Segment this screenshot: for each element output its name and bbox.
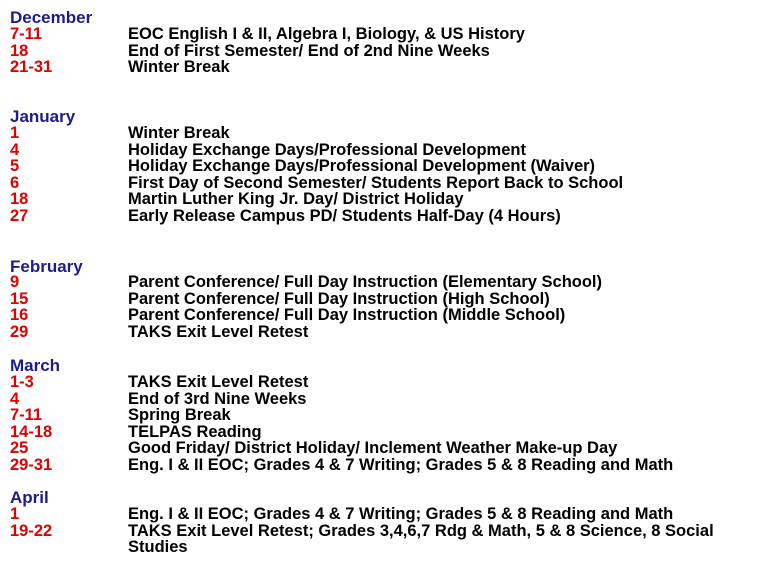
- event-description: Martin Luther King Jr. Day/ District Holiday: [128, 190, 464, 208]
- event-row: [0, 158, 780, 175]
- event-date: 9: [10, 273, 20, 291]
- event-description: TAKS Exit Level Retest: [128, 322, 309, 341]
- event-description: Spring Break: [128, 406, 231, 424]
- event-row: [0, 291, 780, 308]
- event-row: [0, 307, 780, 324]
- event-row: [0, 274, 780, 291]
- event-row-continuation: [0, 539, 780, 556]
- event-date: 19-22: [10, 521, 53, 540]
- event-description: End of First Semester/ End of 2nd Nine Weeks: [128, 41, 490, 60]
- event-description: TELPAS Reading: [128, 422, 262, 441]
- event-date: 21-31: [10, 58, 53, 76]
- event-date: 25: [10, 439, 29, 457]
- event-row: [0, 125, 780, 142]
- event-date: 7-11: [10, 25, 43, 43]
- event-description: Parent Conference/ Full Day Instruction (Middle School): [128, 306, 566, 324]
- event-description: Winter Break: [128, 58, 230, 76]
- month-heading-march: March: [10, 356, 61, 375]
- event-row: [0, 506, 780, 523]
- event-row: [0, 43, 780, 60]
- event-date: 1: [10, 124, 20, 142]
- event-date: 14-18: [10, 422, 53, 441]
- event-row: [0, 457, 780, 474]
- event-row: [0, 424, 780, 441]
- event-description: Eng. I & II EOC; Grades 4 & 7 Writing; Grades 5 & 8 Reading and Math: [128, 455, 674, 474]
- event-description: Holiday Exchange Days/Professional Development: [128, 140, 526, 159]
- event-description: TAKS Exit Level Retest: [128, 373, 309, 391]
- event-row: [0, 208, 780, 225]
- event-description: Holiday Exchange Days/Professional Development (Waiver): [128, 157, 596, 175]
- event-date: 18: [10, 190, 29, 208]
- event-row: [0, 191, 780, 208]
- event-description: Eng. I & II EOC; Grades 4 & 7 Writing; Grades 5 & 8 Reading and Math: [128, 505, 674, 523]
- month-heading-december: December: [10, 8, 93, 27]
- event-row: [0, 391, 780, 408]
- event-row: [0, 374, 780, 391]
- event-date: 1: [10, 505, 20, 523]
- event-date: 1-3: [10, 373, 34, 391]
- event-date: 4: [10, 140, 20, 159]
- month-heading-april: April: [10, 488, 49, 507]
- event-date: 5: [10, 157, 20, 175]
- event-date: 29: [10, 322, 29, 341]
- event-date: 18: [10, 41, 29, 60]
- event-row: [0, 440, 780, 457]
- event-description: Winter Break: [128, 124, 230, 142]
- event-description: End of 3rd Nine Weeks: [128, 389, 307, 408]
- event-date: 16: [10, 306, 29, 324]
- event-description: Good Friday/ District Holiday/ Inclement Weather Make-up Day: [128, 439, 618, 457]
- event-description: Parent Conference/ Full Day Instruction (High School): [128, 289, 550, 308]
- event-description: EOC English I & II, Algebra I, Biology, & US History: [128, 25, 525, 43]
- month-heading-february: February: [10, 257, 83, 276]
- event-description: Early Release Campus PD/ Students Half-Day (4 Hours): [128, 206, 561, 225]
- event-description-continuation: Studies: [128, 538, 188, 556]
- event-row: [0, 26, 780, 43]
- event-description: First Day of Second Semester/ Students Report Back to School: [128, 173, 624, 192]
- event-row: [0, 175, 780, 192]
- event-row: [0, 324, 780, 341]
- event-date: 6: [10, 173, 20, 192]
- event-date: 15: [10, 289, 29, 308]
- event-date: 27: [10, 206, 29, 225]
- event-description: TAKS Exit Level Retest; Grades 3,4,6,7 Rdg & Math, 5 & 8 Science, 8 Social: [128, 521, 714, 540]
- event-date: 7-11: [10, 406, 43, 424]
- event-row: [0, 142, 780, 159]
- event-row: [0, 523, 780, 540]
- event-row: [0, 59, 780, 76]
- month-heading-january: January: [10, 107, 76, 126]
- event-description: Parent Conference/ Full Day Instruction (Elementary School): [128, 273, 603, 291]
- event-date: 29-31: [10, 455, 53, 474]
- event-row: [0, 407, 780, 424]
- event-date: 4: [10, 389, 20, 408]
